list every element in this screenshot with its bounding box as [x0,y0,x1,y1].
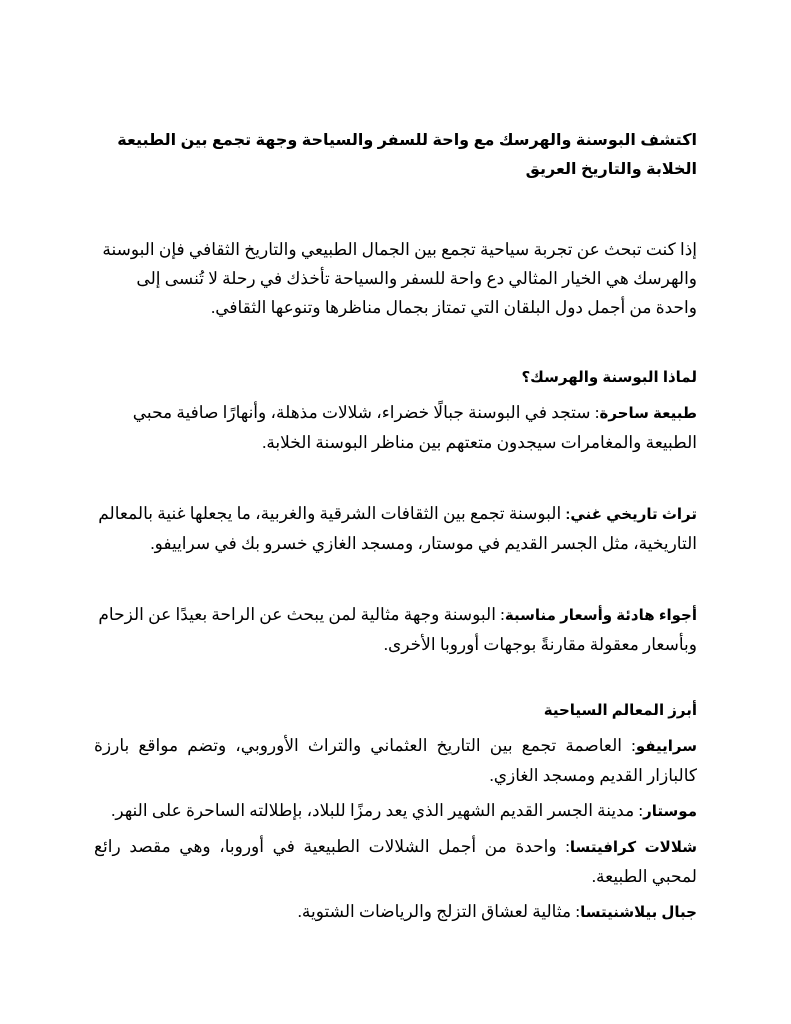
attraction-name: سراييفو [635,738,697,755]
document-title: اكتشف البوسنة والهرسك مع واحة للسفر والسياحة وجهة تجمع بين الطبيعة الخلابة والتاريخ العريق [117,132,697,178]
point-term: طبيعة ساحرة [599,405,697,422]
attraction-text: : مثالية لعشاق التزلج والرياضات الشتوية. [297,902,581,921]
attraction-name: شلالات كرافيتسا [569,839,697,856]
point-term: تراث تاريخي غني: [565,506,697,523]
attractions-list [94,731,697,927]
point-text: البوسنة تجمع بين الثقافات الشرقية والغربية، ما يجعلها غنية بالمعالم التاريخية، مثل الجسر القديم في موستار، ومسجد الغازي خسرو بك في سراييفو. [98,504,697,553]
point-term: أجواء هادئة وأسعار مناسبة [504,607,697,624]
why-point [94,398,697,457]
attraction-text: : العاصمة تجمع بين التاريخ العثماني والتراث الأوروبي، وتضم مواقع بارزة كالبازار القديم ومسجد الغازي. [94,736,697,785]
attraction-text: : واحدة من أجمل الشلالات الطبيعية في أوروبا، وهي مقصد رائع لمحبي الطبيعة. [94,837,697,886]
attractions-heading: أبرز المعالم السياحية [543,702,697,719]
intro-paragraph: إذا كنت تبحث عن تجربة سياحية تجمع بين الجمال الطبيعي والتاريخ الثقافي فإن البوسنة والهرسك هي الخيار المثالي دع واحة للسفر والسياحة تأخذك في رحلة لا تُنسى إلى واحدة من أجمل دول البلقان التي تمتاز بجمال مناظرها وتنوعها الثقافي. [102,240,697,317]
attraction-item [94,897,697,927]
point-text: : ستجد في البوسنة جبالًا خضراء، شلالات مذهلة، وأنهارًا صافية محبي الطبيعة والمغامرات سيجدون متعتهم بين مناظر البوسنة الخلابة. [132,403,697,452]
attraction-name: موستار [643,803,697,820]
why-list [94,398,697,659]
why-point [94,499,697,558]
why-heading: لماذا البوسنة والهرسك؟ [521,369,697,386]
attraction-item [94,832,697,891]
attraction-name: جبال بيلاشنيتسا [580,904,697,921]
point-text: : البوسنة وجهة مثالية لمن يبحث عن الراحة بعيدًا عن الزحام وبأسعار معقولة مقارنةً بوجهات أوروبا الأخرى. [98,605,697,654]
attraction-text: : مدينة الجسر القديم الشهير الذي يعد رمزًا للبلاد، بإطلالته الساحرة على النهر. [111,801,644,820]
attraction-item [94,731,697,790]
why-point [94,600,697,659]
attraction-item [94,796,697,826]
